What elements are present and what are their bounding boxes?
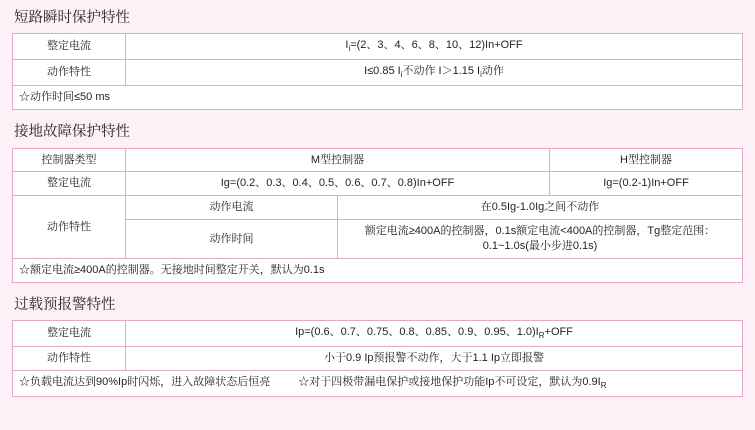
section-ground-fault [12, 124, 743, 282]
table-row-note [13, 370, 743, 396]
table-row [13, 347, 743, 371]
row-sublabel: 动作电流 [126, 196, 338, 220]
section-title: 接地故障保护特性 [14, 124, 130, 141]
table-row [13, 172, 743, 196]
table-header-row [13, 148, 743, 172]
table-row-note [13, 86, 743, 110]
row-value-h: Ig=(0.2-1)In+OFF [550, 172, 743, 196]
table-row-note [13, 258, 743, 282]
section-overload-prealarm [12, 297, 743, 397]
row-label: 动作特性 [13, 196, 126, 259]
row-label: 动作特性 [13, 60, 126, 86]
table-row [13, 60, 743, 86]
ground-fault-table [12, 148, 743, 283]
row-value: 额定电流≥400A的控制器，0.1s额定电流<400A的控制器，Tg整定范围：0.1~1.0s(最小步进0.1s) [338, 220, 743, 259]
row-value-m: Ig=(0.2、0.3、0.4、0.5、0.6、0.7、0.8)In+OFF [126, 172, 550, 196]
row-label: 整定电流 [13, 34, 126, 60]
overload-prealarm-table [12, 320, 743, 397]
row-value: Ip=(0.6、0.7、0.75、0.8、0.85、0.9、0.95、$1.0)I_R+OFF$ [126, 321, 743, 347]
section-title: 过载预报警特性 [14, 296, 116, 313]
page-bottom-strip [0, 416, 755, 430]
table-row [13, 321, 743, 347]
row-value: 小于0.9 Ip预报警不动作，大于1.1 Ip立即报警 [126, 347, 743, 371]
section-title: 短路瞬时保护特性 [14, 10, 130, 26]
section-note: ☆动作时间≤50 ms [13, 86, 743, 110]
table-row [13, 196, 743, 220]
short-circuit-table [12, 33, 743, 110]
header-col-h: H型控制器 [550, 148, 743, 172]
row-value: $I_i=(2$、3、4、6、8、10、12)In+OFF [126, 34, 743, 60]
section-notes [13, 370, 743, 396]
section-short-circuit-instant [12, 10, 743, 110]
row-label: 整定电流 [13, 172, 126, 196]
row-value: I≤0.85 $I_i$不动作 I＞1.15 $I_i$动作 [126, 60, 743, 86]
table-row [13, 34, 743, 60]
row-value: 在0.5Ig-1.0Ig之间不动作 [338, 196, 743, 220]
row-label: 动作特性 [13, 347, 126, 371]
header-label: 控制器类型 [13, 148, 126, 172]
section-note-2: ☆对于四极带漏电保护或接地保护功能Ip不可设定，默认为$0.9I_R$ [298, 375, 607, 391]
header-col-m: M型控制器 [126, 148, 550, 172]
section-note-1: ☆负载电流达到90%Ip时闪烁，进入故障状态后恒亮 [19, 375, 271, 388]
row-label: 整定电流 [13, 321, 126, 347]
section-note: ☆额定电流≥400A的控制器。无接地时间整定开关，默认为0.1s [13, 258, 743, 282]
row-sublabel: 动作时间 [126, 220, 338, 259]
